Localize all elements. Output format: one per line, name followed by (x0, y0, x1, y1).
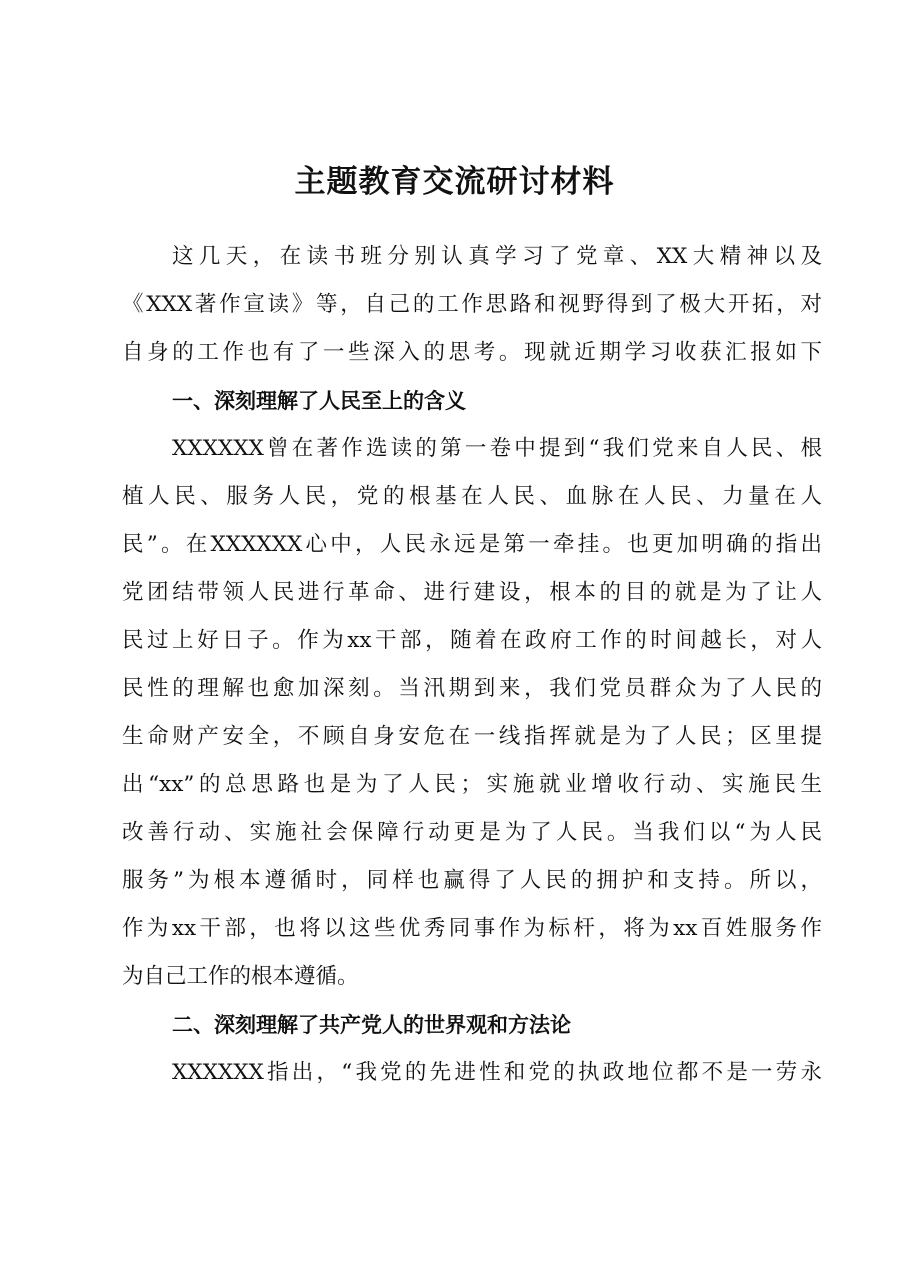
section-1-line-2: 植人民、服务人民，党的根基在人民、血脉在人民、力量在人 (122, 484, 822, 509)
section-2-line-1: XXXXXX指出，“我党的先进性和党的执政地位都不是一劳永 (172, 1060, 822, 1085)
intro-line-2: 《XXX著作宣读》等，自己的工作思路和视野得到了极大开拓，对 (122, 292, 822, 317)
intro-line-1: 这几天，在读书班分别认真学习了党章、XX大精神以及 (172, 244, 822, 269)
section-1-line-5: 民过上好日子。作为xx干部，随着在政府工作的时间越长，对人 (122, 628, 822, 653)
section-1-heading: 一、深刻理解了人民至上的含义 (172, 389, 466, 413)
section-1-line-3: 民”。在XXXXXX心中，人民永远是第一牵挂。也更加明确的指出 (122, 532, 822, 557)
section-1-line-10: 服务”为根本遵循时，同样也赢得了人民的拥护和支持。所以， (122, 868, 822, 893)
section-1-line-7: 生命财产安全，不顾自身安危在一线指挥就是为了人民；区里提 (122, 724, 822, 749)
section-1-line-6: 民性的理解也愈加深刻。当汛期到来，我们党员群众为了人民的 (122, 676, 822, 701)
document-title: 主题教育交流研讨材料 (294, 164, 615, 200)
section-1-line-11: 作为xx干部，也将以这些优秀同事作为标杆，将为xx百姓服务作 (122, 916, 822, 941)
section-2-heading: 二、深刻理解了共产党人的世界观和方法论 (172, 1013, 571, 1037)
section-1-line-12: 为自己工作的根本遵循。 (122, 964, 359, 989)
section-1-line-9: 改善行动、实施社会保障行动更是为了人民。当我们以“为人民 (122, 820, 822, 845)
section-1-line-1: XXXXXX曾在著作选读的第一卷中提到“我们党来自人民、根 (172, 436, 822, 461)
intro-line-3: 自身的工作也有了一些深入的思考。现就近期学习收获汇报如下 (122, 340, 822, 365)
section-1-line-8: 出“xx”的总思路也是为了人民；实施就业增收行动、实施民生 (122, 772, 822, 797)
section-1-line-4: 党团结带领人民进行革命、进行建设，根本的目的就是为了让人 (122, 580, 822, 605)
